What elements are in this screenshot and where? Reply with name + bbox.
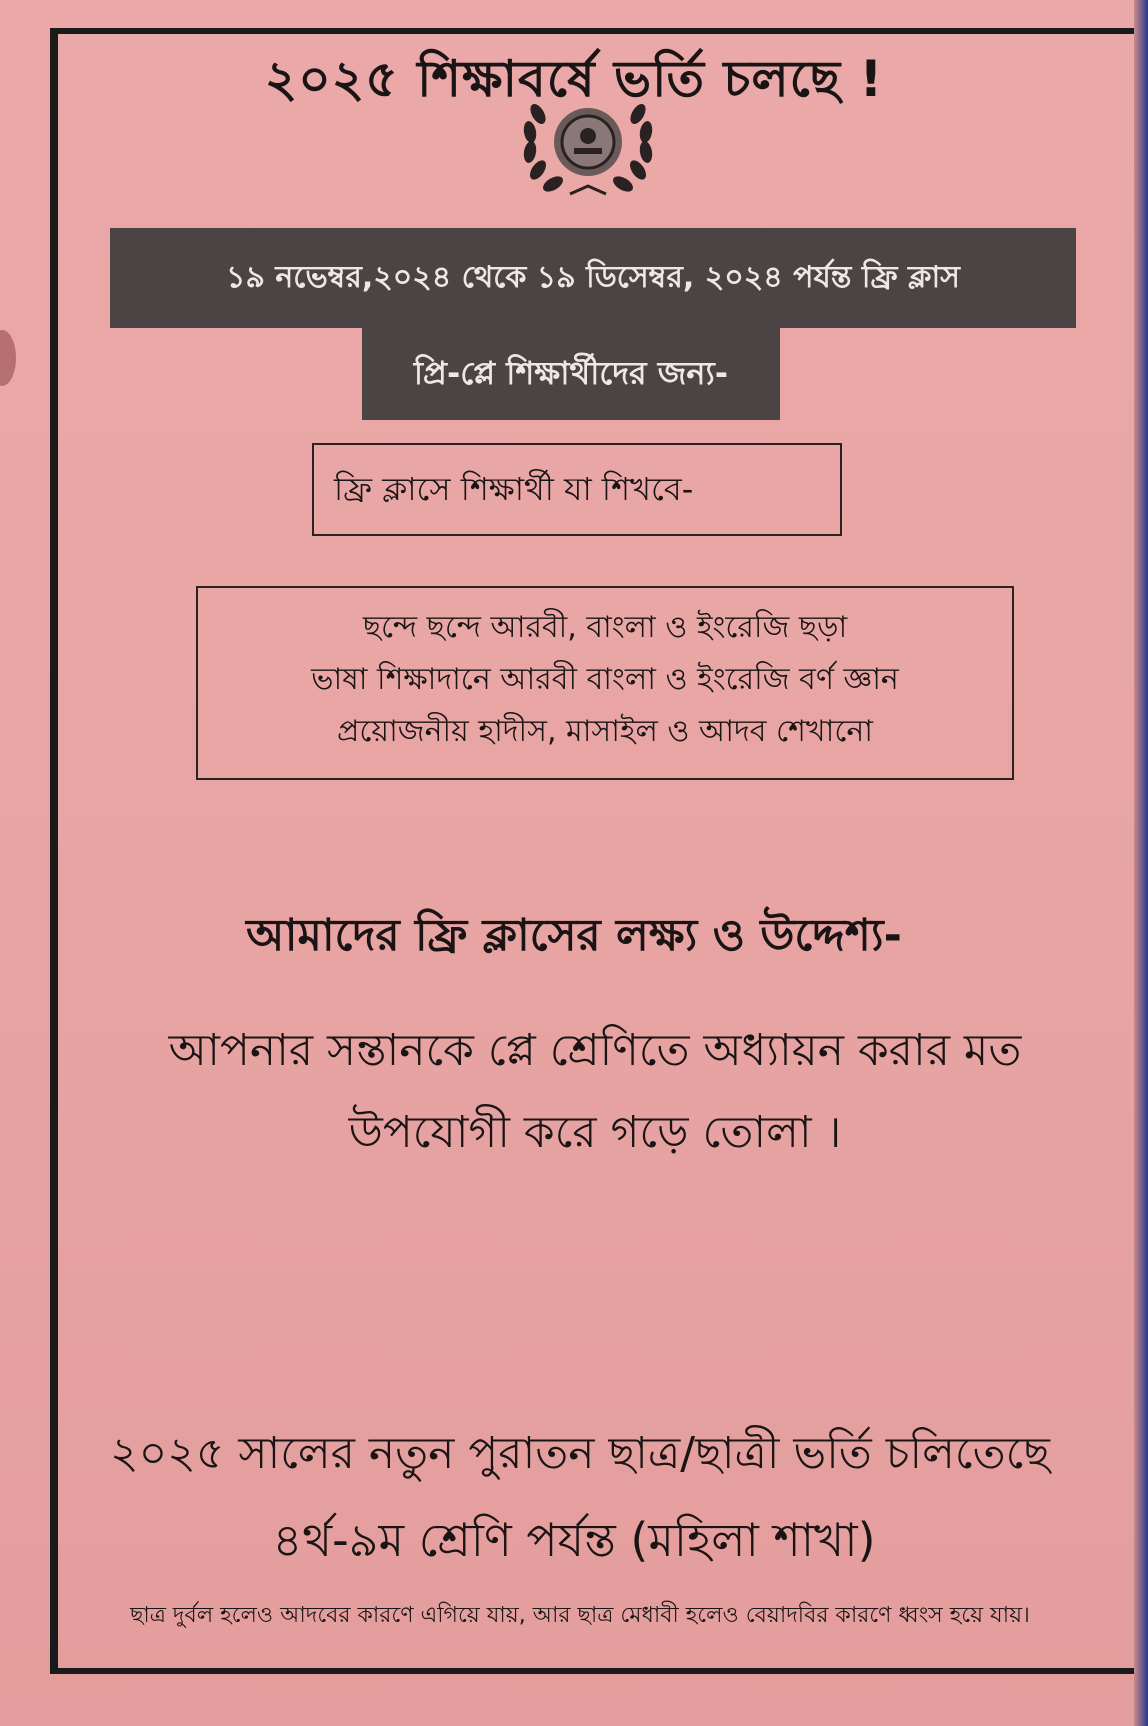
footer-quote: ছাত্র দুর্বল হলেও আদবের কারণে এগিয়ে যায়, আর ছাত্র মেধাবী হলেও বেয়াদবির কারণে ধ্বংস হয়ে যায়।: [130, 1603, 1030, 1628]
goal-text: [90, 1010, 1100, 1174]
free-class-dates-banner: ১৯ নভেম্বর,২০২৪ থেকে ১৯ ডিসেম্বর, ২০২৪ পর্যন্ত ফ্রি ক্লাস: [110, 228, 1076, 328]
list-item: ভাষা শিক্ষাদানে আরবী বাংলা ও ইংরেজি বর্ণ জ্ঞান: [311, 662, 899, 697]
poster-edge: [1134, 0, 1148, 1726]
goal-line: আপনার সন্তানকে প্লে শ্রেণিতে অধ্যায়ন করার মত: [168, 1025, 1022, 1076]
learn-heading-box: ফ্রি ক্লাসে শিক্ষার্থী যা শিখবে-: [312, 443, 842, 536]
list-item: প্রয়োজনীয় হাদীস, মাসাইল ও আদব শেখানো: [336, 714, 873, 749]
poster-title: ২০২৫ শিক্ষাবর্ষে ভর্তি চলছে !: [264, 50, 884, 108]
list-item: ছন্দে ছন্দে আরবী, বাংলা ও ইংরেজি ছড়া: [362, 610, 848, 645]
audience-banner: প্রি-প্লে শিক্ষার্থীদের জন্য-: [362, 326, 780, 420]
admission-line: ২০২৫ সালের নতুন পুরাতন ছাত্র/ছাত্রী ভর্তি চলিতেছে: [110, 1428, 1050, 1479]
goal-heading: আমাদের ফ্রি ক্লাসের লক্ষ্য ও উদ্দেশ্য-: [246, 910, 902, 961]
learn-list-box: [196, 586, 1014, 780]
laurel-wreath-emblem-icon: [508, 96, 668, 206]
goal-line: উপযোগী করে গড়ে তোলা ।: [348, 1107, 842, 1158]
admission-grades: ৪র্থ-৯ম শ্রেণি পর্যন্ত (মহিলা শাখা): [272, 1513, 876, 1567]
